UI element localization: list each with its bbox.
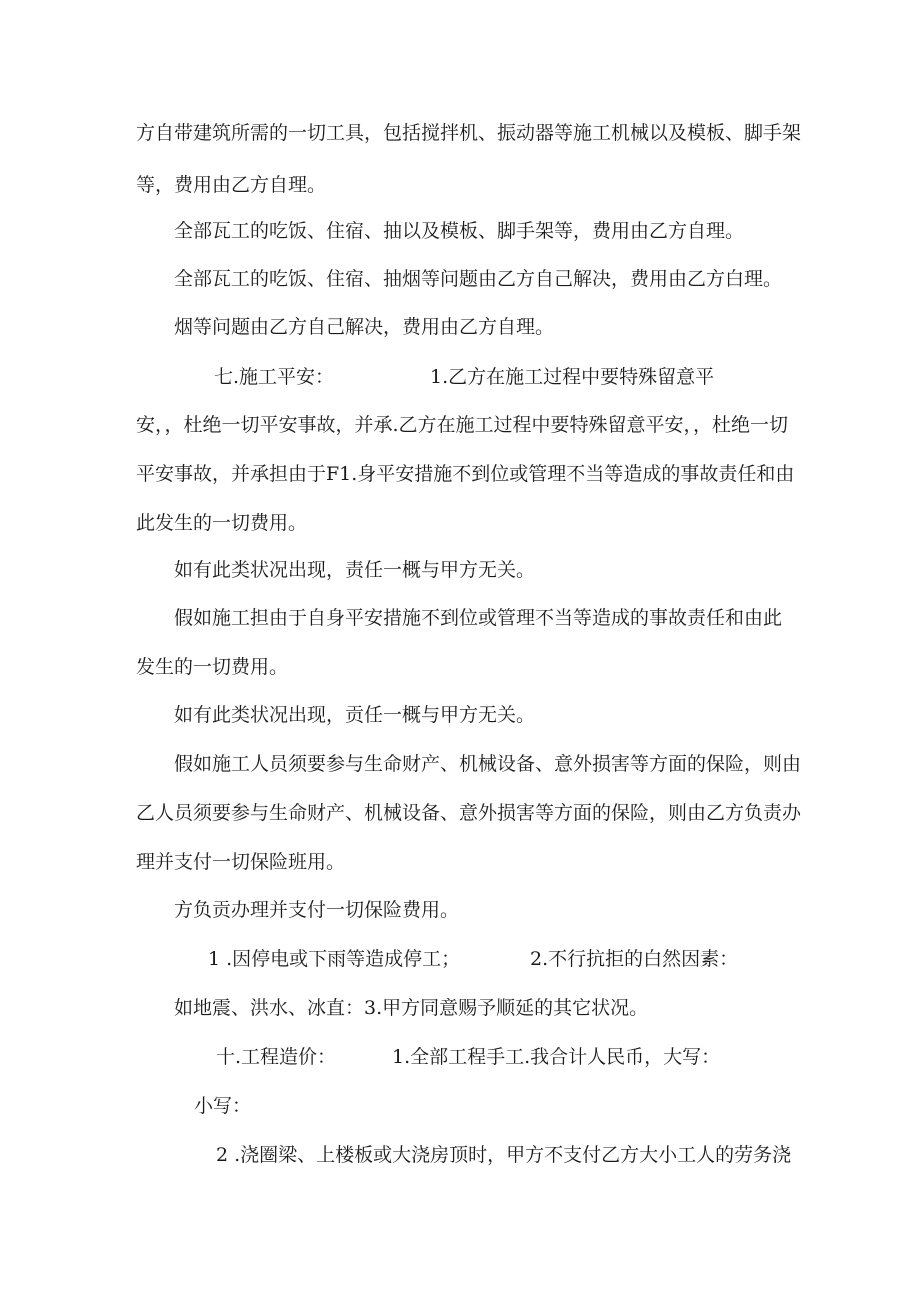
text-line: 如地震、洪水、冰直：3.甲方同意赐予顺延的其它状况。 — [174, 997, 649, 1019]
delay-item-2: 2.不行抗拒的白然因素： — [530, 948, 739, 970]
section-heading-price: 十.工程造价： — [216, 1046, 337, 1068]
text-line: 等，费用由乙方自理。 — [136, 174, 327, 196]
text-line: 发生的一切费用。 — [136, 656, 289, 678]
text-line: 全部瓦工的吃饭、住宿、抽以及模板、脚手架等，费用由乙方自理。 — [174, 220, 745, 242]
text-line: 此发生的一切费用。 — [136, 512, 308, 534]
text-line: 理并支付一切保险班用。 — [136, 851, 346, 873]
text-line: 假如施工担由于自身平安措施不到位或管理不当等造成的事故责任和由此 — [174, 607, 783, 629]
text-line: 方负贡办理并支付一切保险费用。 — [174, 899, 460, 921]
text-line: 安，，杜绝一切平安事故，并承.乙方在施工过程中要特殊留意平安，，杜绝一切 — [136, 414, 789, 436]
text-line: 烟等问题由乙方自己解决，费用由乙方自理。 — [174, 316, 555, 338]
text-line: 2 .浇圈梁、上楼板或大浇房顶时，甲方不支付乙方大小工人的劳务浇 — [216, 1144, 792, 1166]
text-line: 全部瓦工的吃饭、住宿、抽烟等问题由乙方自己解决，费用由乙方白理。 — [174, 268, 783, 290]
text-line: 平安事故，并承担由于F1.身平安措施不到位或管理不当等造成的事故责任和由 — [136, 463, 795, 485]
price-item-1: 1.全部工程手工.我合计人民币，大写： — [392, 1046, 721, 1068]
text-line: 小写： — [194, 1095, 252, 1117]
text-line: 如有此类状况出现，贡任一概与甲方无关。 — [174, 704, 536, 726]
text-line: 假如施工人员须要参与生命财产、机械设备、意外损害等方面的保险，则由 — [174, 753, 802, 775]
section-heading-safety: 七.施工平安： — [214, 366, 335, 388]
safety-item-1: 1.乙方在施工过程中要特殊留意平 — [430, 366, 715, 388]
text-line: 方自带建筑所需的一切工具，包括搅拌机、振动器等施工机械以及模板、脚手架 — [136, 122, 802, 144]
delay-item-1: 1 .因停电或下雨等造成停工； — [208, 948, 461, 970]
text-line: 乙人员须要参与生命财产、机械设备、意外损害等方面的保险，则由乙方负责办 — [136, 802, 802, 824]
text-line: 如有此类状况出现，责任一概与甲方无关。 — [174, 559, 536, 581]
